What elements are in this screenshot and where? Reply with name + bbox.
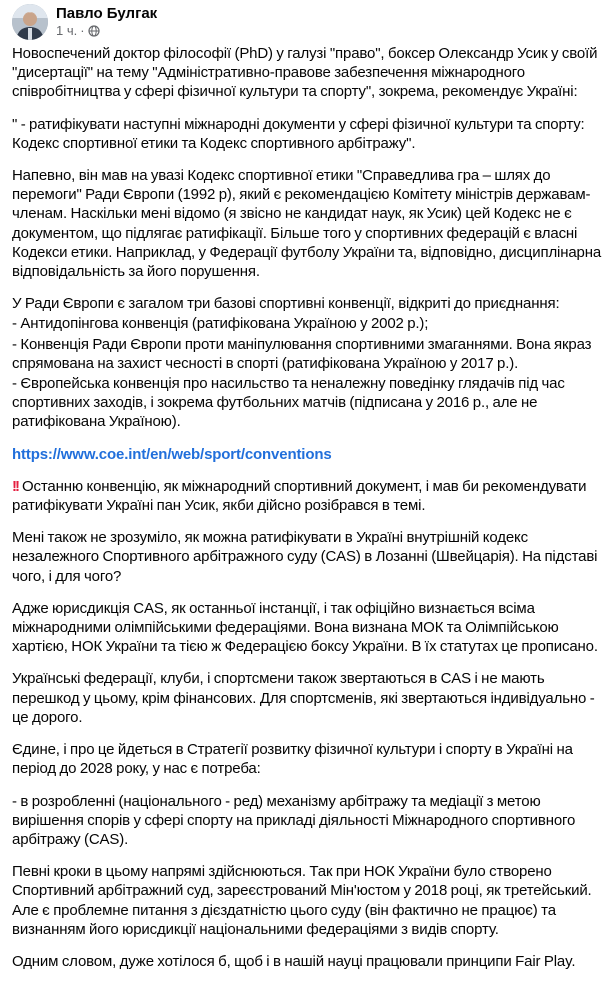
paragraph-cas-jurisdiction: Адже юрисдикція CAS, як останньої інстанції, і так офіційно визнається всіма міжнародними олімпійськими федераціями. Вона визнана МОК та Олімпійською хартією, НОК України та тією ж Федерацією боксу України. В їх статутах це прописано.	[12, 599, 598, 656]
paragraph-fair-play: Одним словом, дуже хотілося б, щоб і в нашій науці працювали принципи Fair Play.	[12, 952, 576, 970]
list-item-spectator-violence: - Європейська конвенція про насильство та неналежну поведінку глядачів під час спортивних заходів, і зокрема футбольних матчів (підписана у 2016 р., але не ратифікована Україною).	[12, 375, 565, 431]
author-name[interactable]: Павло Булгак	[56, 5, 158, 22]
list-item-manipulation: - Конвенція Ради Європи проти маніпулювання спортивними змаганнями. Вона якраз спрямована на захист чесності в спорті (ратифікована Україною у 2017 р.).	[12, 335, 592, 372]
paragraph-last-convention-text: Останню конвенцію, як міжнародний спортивний документ, і мав би рекомендувати ратифікувати Україні пан Усик, якби дійсно розібрався в темі.	[12, 477, 587, 515]
paragraph-link	[12, 445, 606, 464]
paragraph-last-convention	[12, 477, 606, 515]
avatar-photo	[12, 4, 48, 40]
avatar[interactable]	[12, 4, 48, 40]
double-exclamation-icon: !!	[12, 477, 18, 495]
globe-icon[interactable]	[88, 25, 100, 37]
paragraph-code-of-ethics: Напевно, він мав на увазі Кодекс спортивної етики "Справедлива гра – шлях до перемоги" Ради Європи (1992 р), який є рекомендацією Комітету міністрів державам-членам. Наскільки мені відомо (я звісно не кандидат наук, як Усик) цей Кодекс не є документом, що підлягає ратифікації. Більше того у спортивних федерацій є власні Кодекси етики. Наприклад, у Федерації футболу України та, відповідно, дисциплінарна відповідальність за його порушення.	[12, 167, 602, 281]
dot-icon: ·	[80, 23, 85, 38]
list-item-antidoping: - Антидопінгова конвенція (ратифікована Україною у 2002 р.);	[12, 315, 429, 333]
post-time[interactable]: 1 ч.	[56, 23, 78, 38]
paragraph-conventions-intro: У Ради Європи є загалом три базові спортивні конвенції, відкриті до приєднання:	[12, 295, 560, 313]
paragraph-strategy: Єдине, і про це йдеться в Стратегії розвитку фізичної культури і спорту в Україні на період до 2028 року, у нас є потреба:	[12, 741, 573, 778]
paragraph-federations: Українські федерації, клуби, і спортсмени також звертаються в CAS і не мають перешкод у цьому, крім фінансових. Для спортсменів, які звертаються індивідуально - це дорого.	[12, 670, 595, 726]
post-body	[12, 44, 606, 984]
conventions-link[interactable]: https://www.coe.int/en/web/sport/conventions	[12, 445, 332, 463]
paragraph-arbitration: - в розробленні (національного - ред) механізму арбітражу та медіації з метою вирішення спорів у сфері спорту на прикладі діяльності Міжнародного спортивного арбітражу (CAS).	[12, 792, 576, 848]
paragraph-intro: Новоспечений доктор філософії (PhD) у галузі "право", боксер Олександр Усик у своїй "дисертації" на тему "Адміністративно-правове забезпечення міжнародного співробітництва у сфері фізичної культури та спорту", зокрема, рекомендує Україні:	[12, 45, 598, 101]
post-meta	[56, 23, 100, 38]
paragraph-quote: " - ратифікувати наступні міжнародні документи у сфері фізичної культури та спорту: Кодекс спортивної етики та Кодекс спортивного арбітражу".	[12, 115, 585, 152]
post-header	[12, 2, 602, 40]
paragraph-steps: Певні кроки в цьому напрямі здійснюються. Так при НОК України було створено Спортивний арбітражний суд, зареєстрований Мін'юстом у 2018 році, як третейський. Але є проблемне питання з дієздатністю цього суду (він фактично не працює) та визнанням його юрисдикції національними федераціями з видів спорту.	[12, 863, 592, 938]
paragraph-cas-question: Мені також не зрозуміло, як можна ратифікувати в Україні внутрішній кодекс незалежного Спортивного арбітражного суду (CAS) в Лозанні (Швейцарія). На підставі чого, і для чого?	[12, 529, 598, 585]
